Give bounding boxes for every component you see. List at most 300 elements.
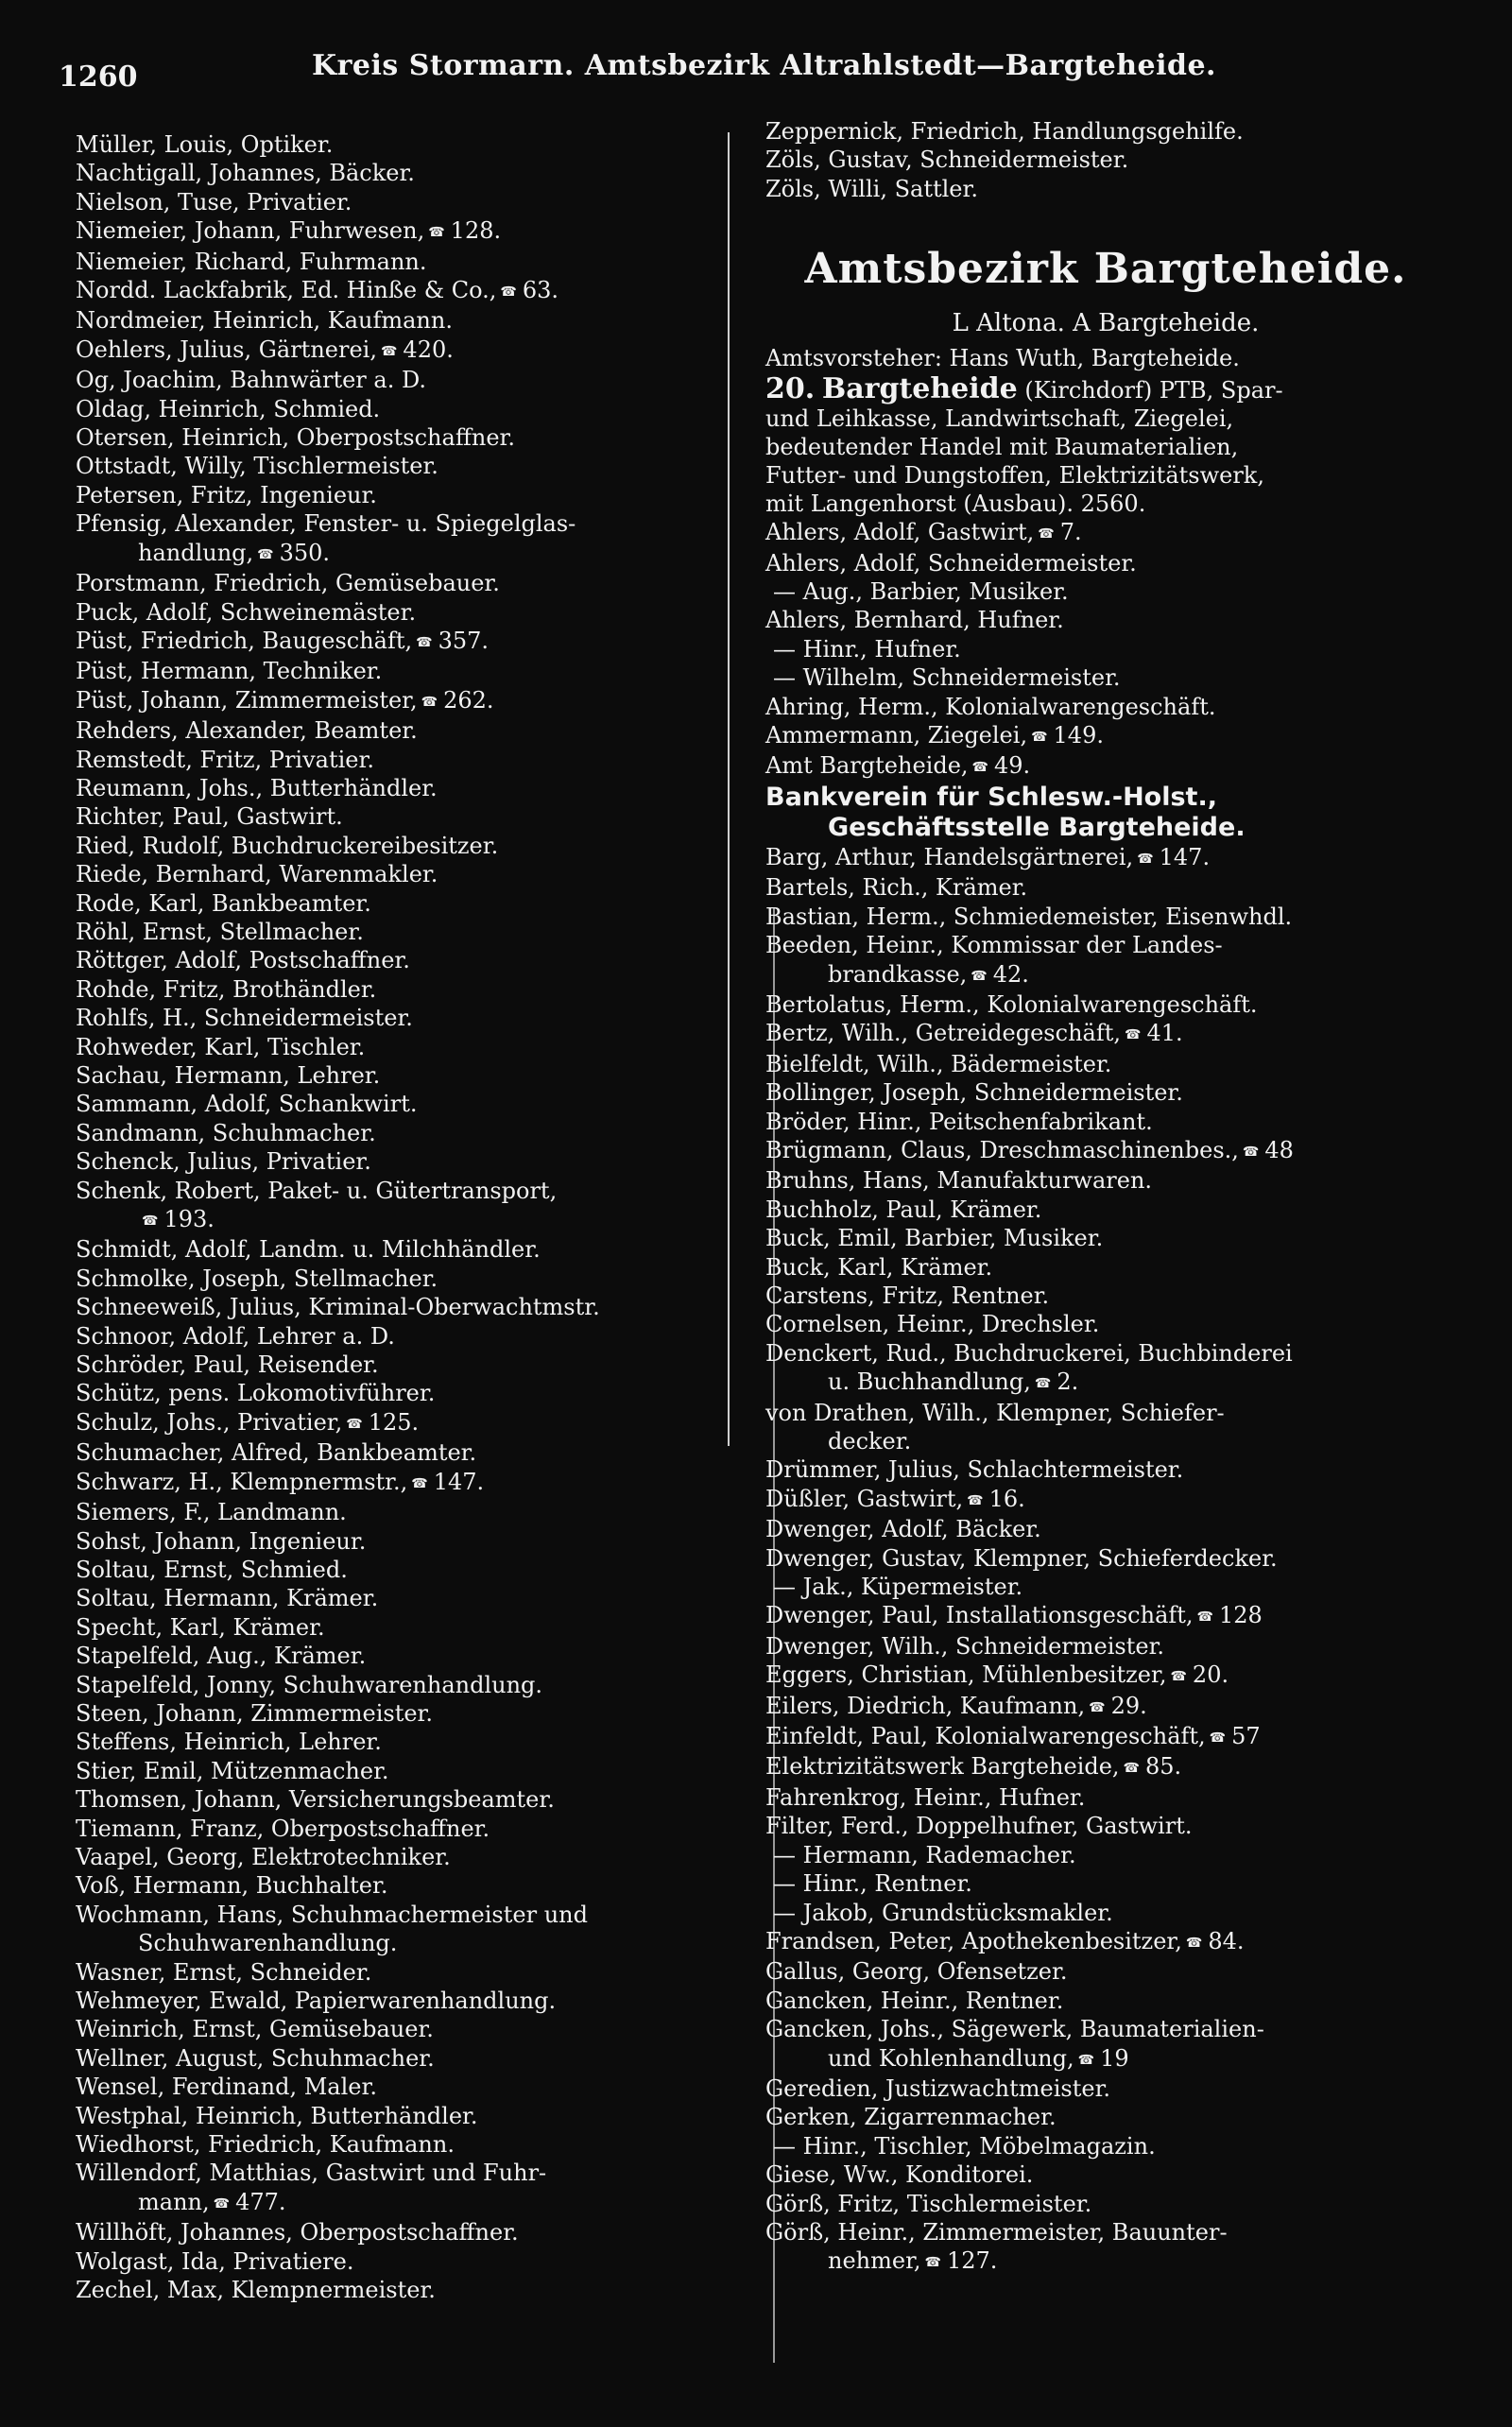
entry-text: Bröder, Hinr., Peitschenfabrikant. bbox=[765, 1108, 1153, 1135]
directory-entry bbox=[765, 518, 1446, 548]
directory-entry bbox=[76, 1379, 737, 1407]
entry-text: Zeppernick, Friedrich, Handlungsgehilfe. bbox=[765, 118, 1244, 145]
directory-entry bbox=[765, 1310, 1446, 1338]
entry-text: Eilers, Diedrich, Kaufmann, bbox=[765, 1692, 1086, 1719]
running-title: Kreis Stormarn. Amtsbezirk Altrahlstedt—Bargteheide. bbox=[312, 49, 1216, 82]
directory-entry bbox=[76, 509, 737, 538]
telephone-icon: ☎ bbox=[1242, 1144, 1260, 1160]
entry-text: Stapelfeld, Jonny, Schuhwarenhandlung. bbox=[76, 1671, 543, 1698]
directory-entry bbox=[76, 1843, 737, 1871]
directory-entry bbox=[76, 1498, 737, 1526]
directory-entry bbox=[76, 423, 737, 452]
directory-entry bbox=[765, 2190, 1446, 2218]
entry-text: Ried, Rudolf, Buchdruckereibesitzer. bbox=[76, 832, 499, 859]
entry-text: Weinrich, Ernst, Gemüsebauer. bbox=[76, 2016, 434, 2043]
directory-entry bbox=[76, 627, 737, 657]
telephone-icon: ☎ bbox=[1137, 851, 1154, 867]
directory-entry bbox=[765, 1078, 1446, 1107]
directory-entry-continuation bbox=[76, 2188, 737, 2218]
section-title: Amtsbezirk Bargteheide. bbox=[804, 245, 1407, 294]
telephone-icon: ☎ bbox=[971, 760, 988, 776]
entry-text: Schulz, Johs., Privatier, bbox=[76, 1408, 343, 1436]
entry-text: Reumann, Johs., Butterhändler. bbox=[76, 774, 438, 801]
directory-entry bbox=[765, 1722, 1446, 1752]
place-desc-line: und Leihkasse, Landwirtschaft, Ziegelei, bbox=[765, 405, 1234, 433]
entry-text: Fahrenkrog, Heinr., Hufner. bbox=[765, 1783, 1086, 1811]
entry-text: Schütz, pens. Lokomotivführer. bbox=[76, 1380, 436, 1407]
entry-text: Görß, Fritz, Tischlermeister. bbox=[765, 2190, 1092, 2217]
directory-entry bbox=[765, 1752, 1446, 1782]
entry-text: Bartels, Rich., Krämer. bbox=[765, 874, 1028, 902]
phone-number: 16. bbox=[988, 1485, 1025, 1512]
entry-text: — Hinr., Tischler, Möbelmagazin. bbox=[773, 2132, 1156, 2160]
directory-entry bbox=[76, 1090, 737, 1118]
entry-text: Püst, Hermann, Techniker. bbox=[76, 658, 383, 685]
directory-entry bbox=[76, 1757, 737, 1785]
directory-entry-continuation bbox=[76, 1205, 737, 1235]
phone-number: 48 bbox=[1264, 1136, 1294, 1163]
entry-text: Denckert, Rud., Buchdruckerei, Buchbinderei bbox=[765, 1339, 1293, 1367]
entry-text: Thomsen, Johann, Versicherungsbeamter. bbox=[76, 1786, 555, 1814]
entry-text: Gancken, Johs., Sägewerk, Baumaterialien- bbox=[765, 2016, 1264, 2043]
phone-number: 127. bbox=[947, 2247, 998, 2275]
telephone-icon: ☎ bbox=[971, 968, 988, 984]
directory-entry bbox=[765, 1019, 1446, 1049]
directory-entry bbox=[76, 1468, 737, 1498]
directory-entry bbox=[76, 1265, 737, 1293]
entry-text: — Jak., Küpermeister. bbox=[773, 1574, 1023, 1601]
directory-entry bbox=[76, 2130, 737, 2159]
entry-text: Schneeweiß, Julius, Kriminal-Oberwachtmstr. bbox=[76, 1294, 600, 1321]
entry-text: Specht, Karl, Krämer. bbox=[76, 1613, 325, 1641]
entry-text: Rohlfs, H., Schneidermeister. bbox=[76, 1005, 413, 1032]
directory-entry bbox=[76, 1987, 737, 2015]
directory-entry bbox=[765, 1455, 1446, 1484]
right-bottom-entries bbox=[765, 843, 1446, 2278]
telephone-icon: ☎ bbox=[411, 1475, 428, 1491]
entry-text: Ahlers, Bernhard, Hufner. bbox=[765, 607, 1064, 634]
entry-text: Soltau, Ernst, Schmied. bbox=[76, 1556, 348, 1583]
entry-text: Schwarz, H., Klempnermstr., bbox=[76, 1468, 408, 1495]
entry-text: Wolgast, Ida, Privatiere. bbox=[76, 2247, 354, 2275]
entry-text: Soltau, Hermann, Krämer. bbox=[76, 1585, 379, 1612]
entry-text: Frandsen, Peter, Apothekenbesitzer, bbox=[765, 1927, 1182, 1954]
entry-text: Steffens, Heinrich, Lehrer. bbox=[76, 1729, 382, 1756]
phone-number: 357. bbox=[438, 627, 490, 654]
entry-text: — Jakob, Grundstücksmakler. bbox=[773, 1899, 1113, 1926]
bank-heading-line: Geschäftsstelle Bargteheide. bbox=[828, 812, 1246, 842]
telephone-icon: ☎ bbox=[213, 2195, 231, 2212]
entry-text: Ottstadt, Willy, Tischlermeister. bbox=[76, 453, 438, 480]
entry-text: Beeden, Heinr., Kommissar der Landes- bbox=[765, 932, 1223, 959]
phone-number: 42. bbox=[992, 960, 1029, 988]
entry-text: Schenck, Julius, Privatier. bbox=[76, 1148, 371, 1176]
phone-number: 149. bbox=[1053, 722, 1104, 749]
left-column bbox=[76, 130, 737, 2304]
directory-entry bbox=[765, 1783, 1446, 1812]
directory-entry bbox=[765, 635, 1446, 663]
directory-entry bbox=[765, 1515, 1446, 1543]
entry-text: Petersen, Fritz, Ingenieur. bbox=[76, 481, 377, 508]
entry-text: Zechel, Max, Klempnermeister. bbox=[76, 2277, 436, 2304]
directory-entry bbox=[76, 2102, 737, 2130]
entry-text: — Hinr., Rentner. bbox=[773, 1870, 972, 1898]
directory-entry bbox=[76, 716, 737, 745]
telephone-icon: ☎ bbox=[1077, 2052, 1095, 2068]
directory-entry bbox=[765, 751, 1446, 782]
entry-text: — Hinr., Hufner. bbox=[773, 635, 961, 663]
entry-text: Wensel, Ferdinand, Maler. bbox=[76, 2074, 377, 2101]
entry-text: Puck, Adolf, Schweinemäster. bbox=[76, 598, 417, 626]
entry-text: Zöls, Willi, Sattler. bbox=[765, 175, 978, 202]
directory-entry bbox=[76, 1613, 737, 1642]
entry-text: Buchholz, Paul, Krämer. bbox=[765, 1196, 1042, 1223]
entry-text: Gerken, Zigarrenmacher. bbox=[765, 2104, 1057, 2131]
directory-entry-continuation bbox=[76, 539, 737, 569]
directory-entry bbox=[76, 1351, 737, 1379]
directory-entry bbox=[76, 569, 737, 597]
phone-number: 63. bbox=[522, 277, 558, 304]
entry-text: Brügmann, Claus, Dreschmaschinenbes., bbox=[765, 1136, 1239, 1163]
telephone-icon: ☎ bbox=[380, 343, 398, 359]
directory-entry bbox=[76, 746, 737, 774]
phone-number: 125. bbox=[368, 1408, 420, 1436]
directory-entry bbox=[765, 693, 1446, 721]
entry-text: Schnoor, Adolf, Lehrer a. D. bbox=[76, 1322, 395, 1350]
directory-entry bbox=[76, 159, 737, 187]
entry-text: Wehmeyer, Ewald, Papierwarenhandlung. bbox=[76, 1988, 557, 2014]
directory-entry bbox=[76, 1871, 737, 1900]
directory-entry bbox=[765, 175, 1446, 203]
place-name: Bargteheide bbox=[821, 372, 1018, 406]
phone-number: 7. bbox=[1059, 519, 1082, 546]
directory-entry bbox=[76, 248, 737, 276]
directory-entry bbox=[76, 802, 737, 831]
entry-text: Cornelsen, Heinr., Drechsler. bbox=[765, 1311, 1100, 1338]
entry-text: mann, bbox=[138, 2188, 210, 2215]
right-top-entries bbox=[765, 117, 1446, 203]
entry-text: Nachtigall, Johannes, Bäcker. bbox=[76, 160, 415, 187]
directory-entry bbox=[765, 1282, 1446, 1310]
entry-text: Stapelfeld, Aug., Krämer. bbox=[76, 1643, 367, 1670]
entry-text: — Hermann, Rademacher. bbox=[773, 1841, 1076, 1868]
entry-text: und Kohlenhandlung, bbox=[828, 2044, 1074, 2072]
phone-number: 350. bbox=[279, 539, 331, 566]
phone-number: 2. bbox=[1057, 1368, 1079, 1396]
directory-entry bbox=[76, 1408, 737, 1438]
entry-text: Nielson, Tuse, Privatier. bbox=[76, 188, 352, 215]
directory-entry bbox=[76, 1728, 737, 1756]
directory-entry bbox=[765, 843, 1446, 873]
entry-text: Willendorf, Matthias, Gastwirt und Fuhr- bbox=[76, 2160, 547, 2187]
entry-text: Remstedt, Fritz, Privatier. bbox=[76, 746, 374, 773]
entry-text: Wellner, August, Schuhmacher. bbox=[76, 2044, 435, 2072]
directory-entry bbox=[765, 2074, 1446, 2103]
directory-entry bbox=[76, 598, 737, 627]
entry-text: Schröder, Paul, Reisender. bbox=[76, 1351, 379, 1379]
directory-entry bbox=[76, 686, 737, 716]
entry-text: Ahlers, Adolf, Schneidermeister. bbox=[765, 549, 1137, 577]
telephone-icon: ☎ bbox=[1123, 1761, 1140, 1777]
directory-entry bbox=[76, 395, 737, 423]
telephone-icon: ☎ bbox=[1209, 1730, 1227, 1747]
directory-entry bbox=[765, 721, 1446, 751]
entry-text: Bertz, Wilh., Getreidegeschäft, bbox=[765, 1020, 1121, 1047]
entry-text: von Drathen, Wilh., Klempner, Schiefer- bbox=[765, 1399, 1225, 1426]
place-desc-line: bedeutender Handel mit Baumaterialien, bbox=[765, 434, 1239, 461]
phone-number: 49. bbox=[993, 752, 1031, 780]
directory-entry bbox=[76, 1322, 737, 1351]
phone-number: 420. bbox=[403, 336, 454, 363]
directory-entry bbox=[76, 306, 737, 335]
directory-entry bbox=[76, 336, 737, 366]
directory-entry bbox=[76, 2073, 737, 2101]
directory-entry bbox=[765, 1573, 1446, 1601]
phone-number: 20. bbox=[1192, 1661, 1229, 1689]
entry-text: Carstens, Fritz, Rentner. bbox=[765, 1282, 1050, 1309]
entry-text: Dwenger, Paul, Installationsgeschäft, bbox=[765, 1602, 1194, 1629]
telephone-icon: ☎ bbox=[346, 1416, 363, 1432]
directory-entry bbox=[76, 2044, 737, 2073]
page-header bbox=[59, 49, 1457, 106]
place-desc-line: Futter- und Dungstoffen, Elektrizitätswerk, bbox=[765, 462, 1264, 490]
directory-entry bbox=[76, 1177, 737, 1205]
telephone-icon: ☎ bbox=[967, 1492, 984, 1508]
entry-text: Porstmann, Friedrich, Gemüsebauer. bbox=[76, 570, 500, 597]
directory-entry bbox=[765, 1253, 1446, 1282]
entry-text: Rode, Karl, Bankbeamter. bbox=[76, 889, 371, 917]
directory-entry bbox=[765, 606, 1446, 634]
directory-entry bbox=[76, 1815, 737, 1843]
directory-entry bbox=[76, 1438, 737, 1467]
directory-entry bbox=[765, 1869, 1446, 1898]
entry-text: brandkasse, bbox=[828, 960, 968, 988]
directory-entry bbox=[76, 1556, 737, 1584]
bank-heading-line: Bankverein für Schlesw.-Holst., bbox=[765, 782, 1217, 812]
directory-entry bbox=[765, 146, 1446, 174]
telephone-icon: ☎ bbox=[1185, 1935, 1203, 1951]
entry-text: Sandmann, Schuhmacher. bbox=[76, 1119, 376, 1146]
entry-text: Tiemann, Franz, Oberpostschaffner. bbox=[76, 1815, 490, 1842]
directory-entry bbox=[76, 188, 737, 216]
entry-text: Richter, Paul, Gastwirt. bbox=[76, 803, 343, 831]
telephone-icon: ☎ bbox=[1196, 1609, 1213, 1626]
phone-number: 19 bbox=[1100, 2044, 1129, 2072]
telephone-icon: ☎ bbox=[1124, 1027, 1142, 1043]
directory-entry bbox=[765, 1692, 1446, 1722]
directory-entry bbox=[765, 117, 1446, 146]
phone-number: 262. bbox=[443, 686, 494, 714]
directory-entry bbox=[765, 1399, 1446, 1427]
entry-text: Riede, Bernhard, Warenmakler. bbox=[76, 861, 438, 888]
telephone-icon: ☎ bbox=[1031, 730, 1048, 746]
entry-text: Rohde, Fritz, Brothändler. bbox=[76, 975, 377, 1003]
directory-entry bbox=[76, 2218, 737, 2246]
directory-entry bbox=[76, 1671, 737, 1699]
entry-text: Bertolatus, Herm., Kolonialwarengeschäft. bbox=[765, 990, 1258, 1018]
directory-entry bbox=[765, 1899, 1446, 1927]
entry-text: Buck, Emil, Barbier, Musiker. bbox=[765, 1225, 1104, 1252]
place-number: 20. bbox=[765, 372, 816, 406]
entry-text: Müller, Louis, Optiker. bbox=[76, 131, 334, 158]
phone-number: 193. bbox=[163, 1206, 215, 1233]
entry-text: Ahlers, Adolf, Gastwirt, bbox=[765, 519, 1035, 546]
entry-text: Düßler, Gastwirt, bbox=[765, 1485, 964, 1512]
directory-entry bbox=[765, 577, 1446, 606]
directory-entry bbox=[765, 2015, 1446, 2043]
directory-entry bbox=[765, 663, 1446, 692]
directory-entry bbox=[76, 1699, 737, 1728]
directory-entry bbox=[76, 774, 737, 802]
directory-entry bbox=[76, 918, 737, 946]
directory-entry bbox=[76, 2247, 737, 2276]
entry-text: decker. bbox=[828, 1428, 912, 1454]
directory-entry bbox=[765, 990, 1446, 1019]
entry-text: Oldag, Heinrich, Schmied. bbox=[76, 395, 381, 422]
entry-text: Voß, Hermann, Buchhalter. bbox=[76, 1872, 388, 1900]
directory-entry-continuation bbox=[76, 1929, 737, 1957]
directory-entry bbox=[765, 931, 1446, 959]
entry-text: Ahring, Herm., Kolonialwarengeschäft. bbox=[765, 693, 1216, 720]
telephone-icon: ☎ bbox=[421, 694, 438, 710]
entry-text: Dwenger, Wilh., Schneidermeister. bbox=[765, 1632, 1165, 1660]
entry-text: Bruhns, Hans, Manufakturwaren. bbox=[765, 1167, 1153, 1195]
phone-number: 147. bbox=[433, 1468, 485, 1495]
directory-entry bbox=[765, 1108, 1446, 1136]
entry-text: Nordd. Lackfabrik, Ed. Hinße & Co., bbox=[76, 277, 497, 304]
place-description bbox=[765, 372, 1446, 518]
entry-text: u. Buchhandlung, bbox=[828, 1368, 1031, 1396]
entry-text: Dwenger, Adolf, Bäcker. bbox=[765, 1516, 1041, 1543]
directory-entry bbox=[765, 1812, 1446, 1840]
directory-entry bbox=[76, 1293, 737, 1321]
directory-entry bbox=[76, 832, 737, 860]
directory-entry bbox=[76, 1033, 737, 1061]
entry-text: Nordmeier, Heinrich, Kaufmann. bbox=[76, 307, 453, 335]
entry-text: Püst, Friedrich, Baugeschäft, bbox=[76, 627, 413, 654]
entry-text: Elektrizitätswerk Bargteheide, bbox=[765, 1753, 1120, 1781]
directory-entry bbox=[76, 1958, 737, 1987]
entry-text: Oehlers, Julius, Gärtnerei, bbox=[76, 336, 377, 363]
directory-entry bbox=[76, 1235, 737, 1264]
entry-text: Sohst, Johann, Ingenieur. bbox=[76, 1527, 367, 1555]
entry-text: Otersen, Heinrich, Oberpostschaffner. bbox=[76, 424, 515, 452]
directory-entry bbox=[765, 1544, 1446, 1573]
entry-text: Gallus, Georg, Ofensetzer. bbox=[765, 1958, 1068, 1986]
entry-text: Niemeier, Johann, Fuhrwesen, bbox=[76, 217, 425, 245]
entry-text: Siemers, F., Landmann. bbox=[76, 1499, 347, 1526]
entry-text: Pfensig, Alexander, Fenster- u. Spiegelglas- bbox=[76, 510, 576, 538]
entry-text: Zöls, Gustav, Schneidermeister. bbox=[765, 146, 1129, 174]
directory-entry bbox=[76, 2015, 737, 2043]
entry-text: Barg, Arthur, Handelsgärtnerei, bbox=[765, 843, 1134, 870]
directory-entry bbox=[765, 1166, 1446, 1195]
entry-text: Bastian, Herm., Schmiedemeister, Eisenwhdl. bbox=[765, 903, 1293, 930]
entry-text: Stier, Emil, Mützenmacher. bbox=[76, 1757, 389, 1784]
entry-text: Vaapel, Georg, Elektrotechniker. bbox=[76, 1843, 451, 1870]
directory-entry bbox=[76, 889, 737, 918]
entry-text: Bielfeldt, Wilh., Bädermeister. bbox=[765, 1050, 1112, 1077]
directory-entry bbox=[765, 1661, 1446, 1691]
entry-text: — Wilhelm, Schneidermeister. bbox=[773, 664, 1121, 692]
directory-entry bbox=[76, 1527, 737, 1556]
entry-text: Schenk, Robert, Paket- u. Gütertransport, bbox=[76, 1177, 558, 1204]
directory-entry bbox=[765, 2103, 1446, 2131]
phone-number: 128. bbox=[450, 217, 502, 245]
telephone-icon: ☎ bbox=[428, 225, 445, 241]
directory-entry bbox=[765, 1957, 1446, 1986]
telephone-icon: ☎ bbox=[142, 1214, 159, 1230]
entry-text: Og, Joachim, Bahnwärter a. D. bbox=[76, 367, 426, 394]
telephone-icon: ☎ bbox=[1034, 1376, 1052, 1392]
entry-text: Wasner, Ernst, Schneider. bbox=[76, 1958, 372, 1986]
directory-entry bbox=[76, 216, 737, 247]
section-subtitle: L Altona. A Bargteheide. bbox=[952, 309, 1260, 338]
entry-text: Steen, Johann, Zimmermeister. bbox=[76, 1699, 434, 1727]
phone-number: 147. bbox=[1159, 843, 1211, 870]
entry-text: Ammermann, Ziegelei, bbox=[765, 722, 1028, 749]
telephone-icon: ☎ bbox=[1089, 1699, 1106, 1715]
directory-entry-continuation bbox=[765, 1368, 1446, 1398]
entry-text: Niemeier, Richard, Fuhrmann. bbox=[76, 248, 427, 275]
entry-text: Giese, Ww., Konditorei. bbox=[765, 2161, 1034, 2189]
page-number: 1260 bbox=[59, 60, 138, 94]
directory-entry bbox=[76, 1901, 737, 1929]
directory-entry-continuation bbox=[765, 2044, 1446, 2074]
entry-text: Sachau, Hermann, Lehrer. bbox=[76, 1062, 381, 1089]
entry-text: Westphal, Heinrich, Butterhändler. bbox=[76, 2102, 478, 2129]
directory-entry bbox=[765, 1136, 1446, 1166]
directory-entry bbox=[76, 452, 737, 480]
entry-text: Eggers, Christian, Mühlenbesitzer, bbox=[765, 1661, 1167, 1689]
entry-text: Schmolke, Joseph, Stellmacher. bbox=[76, 1265, 438, 1292]
telephone-icon: ☎ bbox=[500, 284, 517, 301]
entry-text: Röhl, Ernst, Stellmacher. bbox=[76, 918, 364, 945]
entry-text: Püst, Johann, Zimmermeister, bbox=[76, 686, 418, 714]
entry-text: Wiedhorst, Friedrich, Kaufmann. bbox=[76, 2131, 455, 2159]
directory-entry bbox=[765, 1050, 1446, 1078]
entry-text: Schuhwarenhandlung. bbox=[138, 1930, 398, 1957]
directory-entry bbox=[76, 860, 737, 888]
telephone-icon: ☎ bbox=[416, 634, 433, 650]
entry-text: nehmer, bbox=[828, 2247, 921, 2275]
directory-entry bbox=[76, 1061, 737, 1090]
entry-text: Görß, Heinr., Zimmermeister, Bauunter- bbox=[765, 2218, 1228, 2246]
directory-entry bbox=[765, 1632, 1446, 1661]
directory-entry bbox=[76, 2276, 737, 2304]
phone-number: 128 bbox=[1218, 1602, 1263, 1629]
entry-text: Amt Bargteheide, bbox=[765, 752, 969, 780]
telephone-icon: ☎ bbox=[1038, 526, 1055, 542]
directory-entry bbox=[765, 1339, 1446, 1368]
directory-entry bbox=[765, 873, 1446, 902]
phone-number: 477. bbox=[235, 2188, 286, 2215]
directory-entry bbox=[76, 2159, 737, 2187]
phone-number: 85. bbox=[1144, 1753, 1182, 1781]
entry-text: Rehders, Alexander, Beamter. bbox=[76, 717, 418, 745]
telephone-icon: ☎ bbox=[257, 546, 274, 562]
directory-entry bbox=[765, 1987, 1446, 2015]
directory-entry bbox=[76, 481, 737, 509]
section-official: Amtsvorsteher: Hans Wuth, Bargteheide. bbox=[765, 345, 1240, 372]
directory-entry bbox=[765, 2160, 1446, 2189]
entry-text: handlung, bbox=[138, 539, 254, 566]
directory-entry bbox=[76, 946, 737, 974]
entry-text: Wochmann, Hans, Schuhmachermeister und bbox=[76, 1901, 588, 1928]
directory-entry-continuation bbox=[765, 1427, 1446, 1455]
entry-text: Willhöft, Johannes, Oberpostschaffner. bbox=[76, 2219, 519, 2246]
entry-text: Gancken, Heinr., Rentner. bbox=[765, 1987, 1064, 2014]
